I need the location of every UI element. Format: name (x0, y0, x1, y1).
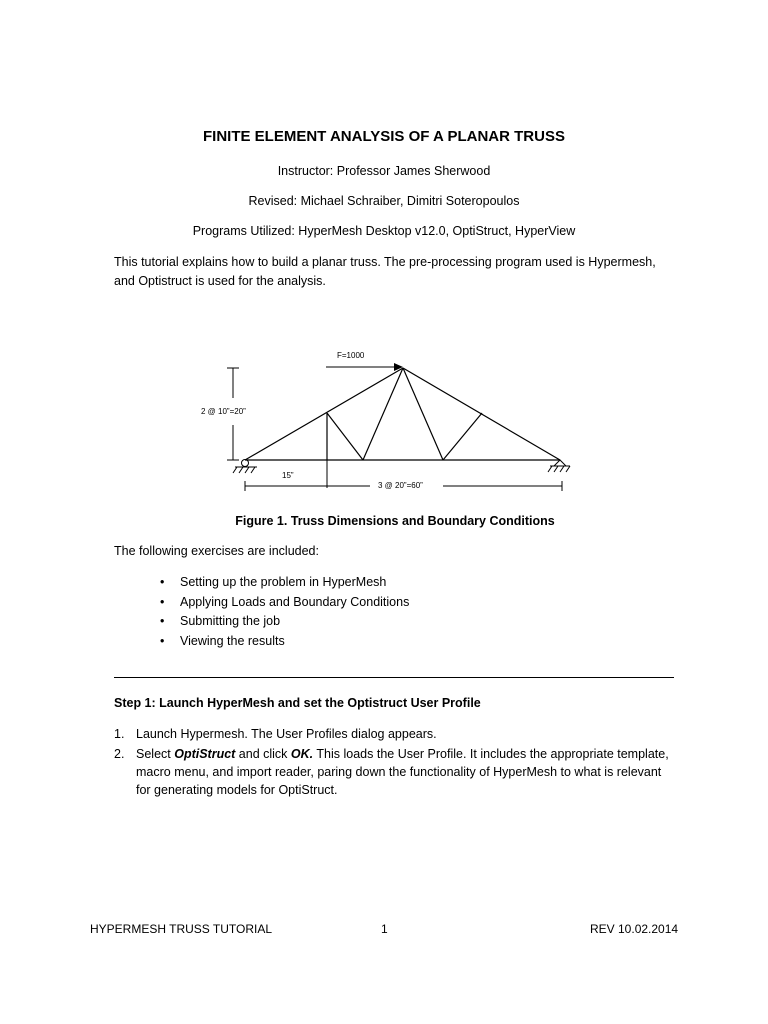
pin-support-left (233, 460, 257, 474)
force-label: F=1000 (337, 351, 365, 360)
list-item (114, 725, 674, 743)
span-dimension (327, 481, 562, 491)
page-number: 1 (381, 922, 388, 936)
list-item: • Viewing the results (160, 632, 409, 652)
step-number: 2. (114, 747, 125, 761)
list-item: • Applying Loads and Boundary Conditions (160, 593, 409, 613)
intro-line-2: and Optistruct is used for the analysis. (114, 274, 326, 288)
step-number: 1. (114, 727, 125, 741)
web-member-1 (327, 413, 363, 460)
section-divider (114, 677, 674, 678)
intro-line-1: This tutorial explains how to build a planar truss. The pre-processing program used is Hypermesh, (114, 255, 656, 269)
footer-left: HYPERMESH TRUSS TUTORIAL (90, 922, 273, 936)
web-member-3 (403, 368, 443, 460)
step-1-heading: Step 1: Launch HyperMesh and set the Optistruct User Profile (114, 696, 481, 710)
intro-paragraph (114, 253, 674, 291)
step-text: Launch Hypermesh. The User Profiles dialog appears. (136, 727, 437, 741)
bullet-icon: • (160, 614, 165, 628)
document-title: FINITE ELEMENT ANALYSIS OF A PLANAR TRUSS (203, 128, 565, 145)
list-item: 2. Select OptiStruct and click OK. This loads the User Profile. It includes the appropriate template, macro menu, and import reader, paring down the functionality of HyperMesh to what is relevant for generating models for OptiStruct. (114, 747, 669, 797)
list-item: • Submitting the job (160, 612, 409, 632)
exercises-heading: The following exercises are included: (114, 544, 319, 558)
top-chord-left (245, 368, 403, 460)
step-1-list (114, 725, 674, 799)
truss-figure (190, 345, 580, 495)
optistruct-emphasis: OptiStruct (174, 747, 236, 761)
ok-emphasis: OK. (290, 747, 314, 761)
programs-line: Programs Utilized: HyperMesh Desktop v12.0, OptiStruct, HyperView (192, 224, 576, 238)
bullet-icon: • (160, 633, 165, 648)
instructor-line: Instructor: Professor James Sherwood (277, 164, 491, 178)
span-label: 3 @ 20”=60” (378, 481, 423, 490)
figure-caption: Figure 1. Truss Dimensions and Boundary Conditions (235, 514, 555, 528)
list-item: • Setting up the problem in HyperMesh (160, 573, 409, 593)
web-member-2 (363, 368, 403, 460)
footer-right: REV 10.02.2014 (590, 922, 679, 936)
bullet-icon: • (160, 575, 165, 589)
bullet-icon: • (160, 594, 165, 609)
web-member-4 (443, 413, 482, 460)
pin-support-right (548, 460, 570, 472)
height-label: 2 @ 10”=20” (201, 407, 246, 416)
offset-label: 15” (282, 471, 294, 480)
force-arrow (326, 363, 403, 371)
revised-line: Revised: Michael Schraiber, Dimitri Soteropoulos (248, 194, 520, 208)
exercises-list (160, 573, 409, 651)
